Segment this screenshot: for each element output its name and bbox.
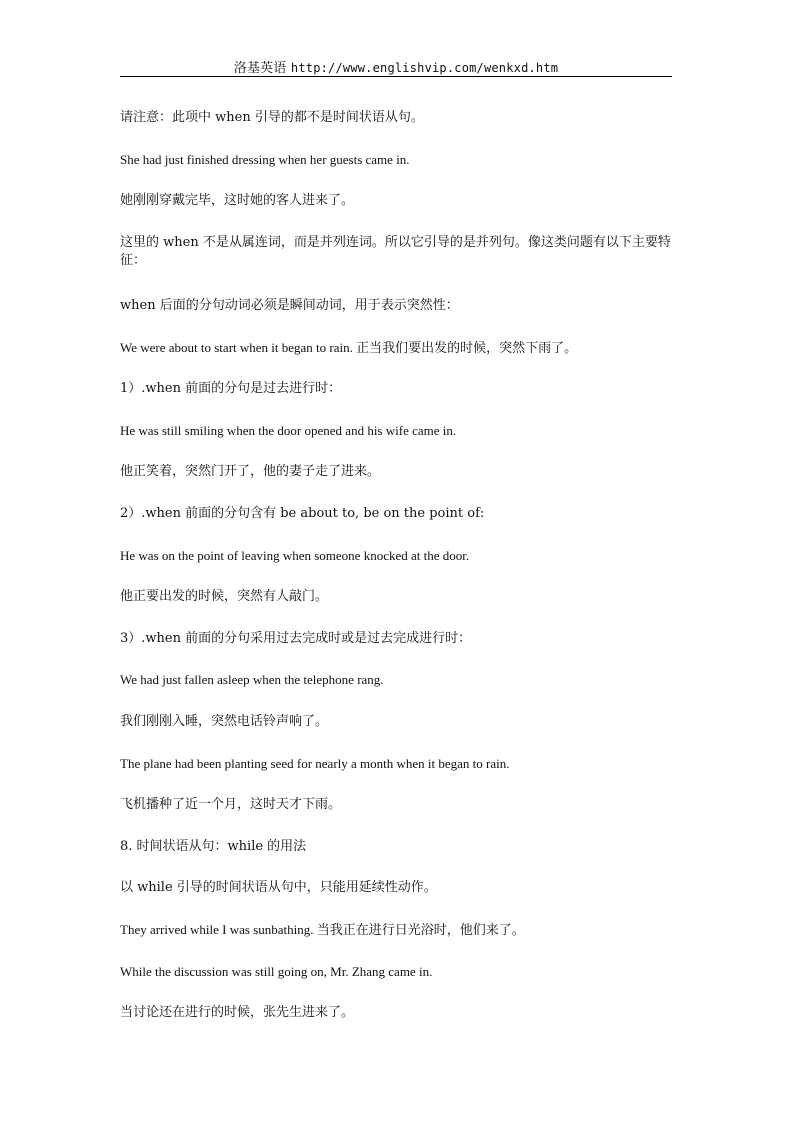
translation-sentence: 我们刚刚入睡，突然电话铃声响了。 (120, 714, 329, 729)
translation-sentence: 飞机播种了近一个月，这时天才下雨。 (120, 797, 342, 812)
example-sentence: He was still smiling when the door opened and his wife came in. (120, 423, 457, 438)
section-heading: 8. 时间状语从句：while 的用法 (120, 839, 307, 854)
example-sentence: They arrived while I was sunbathing. 当我正在进行日光浴时，他们来了。 (120, 922, 525, 937)
translation-sentence: 他正笑着，突然门开了，他的妻子走了进来。 (120, 464, 381, 479)
list-item-3: 3）.when 前面的分句采用过去完成时或是过去完成进行时： (120, 631, 472, 646)
translation-sentence: 她刚刚穿戴完毕，这时她的客人进来了。 (120, 193, 355, 208)
example-sentence: The plane had been planting seed for nearly a month when it began to rain. (120, 756, 510, 771)
example-sentence: While the discussion was still going on, Mr. Zhang came in. (120, 964, 433, 979)
translation-sentence: 他正要出发的时候，突然有人敲门。 (120, 589, 329, 604)
page-header (120, 57, 672, 76)
list-item-2: 2）.when 前面的分句含有 be about to, be on the point of: (120, 506, 485, 521)
header-divider (120, 76, 672, 77)
example-sentence: He was on the point of leaving when someone knocked at the door. (120, 548, 470, 563)
translation-sentence: 当讨论还在进行的时候，张先生进来了。 (120, 1005, 355, 1020)
example-sentence: We had just fallen asleep when the telephone rang. (120, 672, 384, 687)
header-brand: 洛基英语 (233, 61, 287, 76)
example-sentence: We were about to start when it began to rain. 正当我们要出发的时候，突然下雨了。 (120, 340, 578, 355)
list-item-1: 1）.when 前面的分句是过去进行时： (120, 381, 342, 396)
explanation-paragraph: 这里的 when 不是从属连词，而是并列连词。所以它引导的是并列句。像这类问题有以下主要特征： (120, 235, 671, 268)
note-paragraph: 请注意：此项中 when 引导的都不是时间状语从句。 (120, 110, 424, 125)
rule-paragraph: when 后面的分句动词必须是瞬间动词，用于表示突然性： (120, 298, 459, 313)
rule-paragraph: 以 while 引导的时间状语从句中，只能用延续性动作。 (120, 880, 437, 895)
header-url[interactable]: http://www.englishvip.com/wenkxd.htm (290, 61, 559, 75)
example-sentence: She had just finished dressing when her guests came in. (120, 152, 410, 167)
